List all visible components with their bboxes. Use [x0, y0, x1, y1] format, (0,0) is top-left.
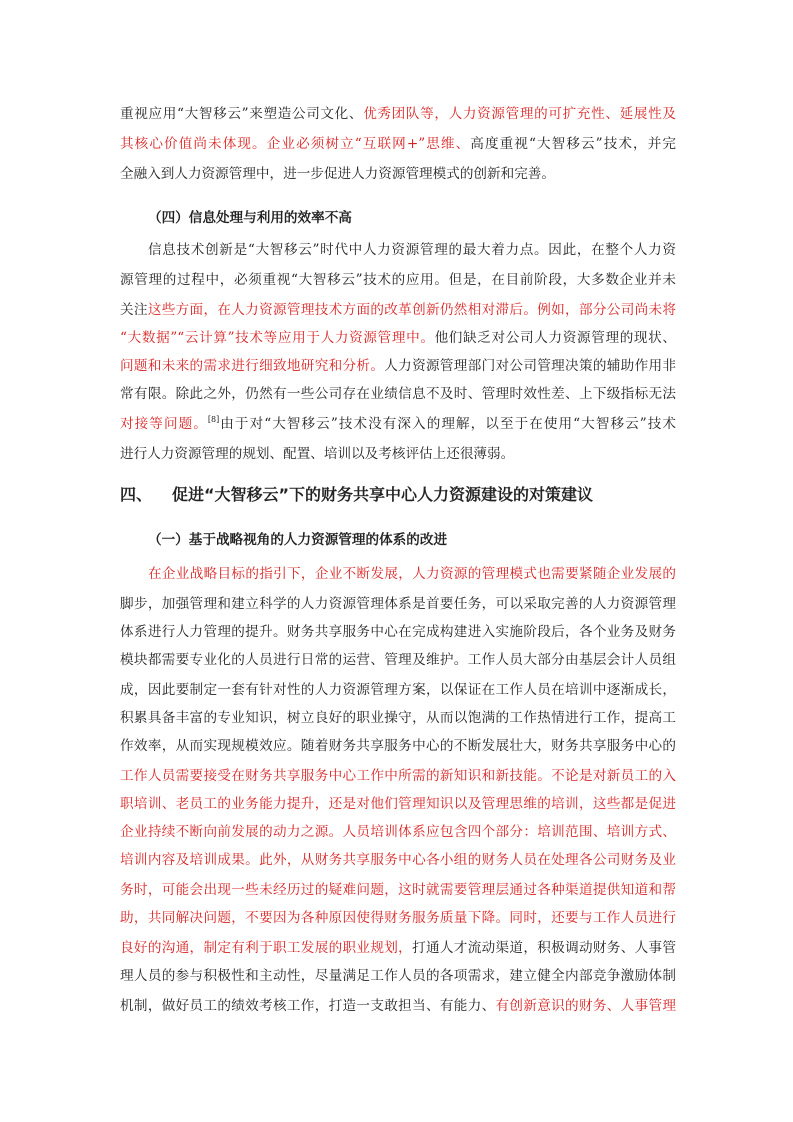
- text-run: 源管理的过程中，必须重视“大智移云”技术的应用。但是，在目前阶段，大多数企业并未: [120, 272, 676, 288]
- section-heading: [120, 484, 593, 506]
- highlighted-text-run: 对接等问题。: [120, 416, 208, 432]
- highlighted-text-run: 在企业战略目标的指引下，企业不断发展，人力资源的管理模式也需要紧随企业发展的: [148, 566, 676, 582]
- paragraph-line: [120, 622, 676, 642]
- paragraph-line: [120, 680, 676, 700]
- subsection-heading: （一）基于战略视角的人力资源管理的体系的改进: [148, 532, 448, 548]
- paragraph-line: [120, 594, 676, 614]
- highlighted-text-run: 有创新意识的财务、人事管理: [495, 998, 677, 1014]
- paragraph-line: [120, 880, 676, 900]
- text-run: 全融入到人力资源管理中，进一步促进人力资源管理模式的创新和完善。: [120, 166, 555, 182]
- text-run: 人力资源管理部门对公司管理决策的辅助作用非: [384, 358, 676, 374]
- paragraph-line: [120, 996, 676, 1016]
- highlighted-text-run: 其核心价值尚未体现。企业必须树立“互联网+”思维、: [120, 136, 471, 152]
- text-run: 他们缺乏对公司人力资源管理的现状、: [434, 330, 677, 346]
- paragraph-line: [120, 966, 676, 986]
- paragraph-line: [120, 822, 676, 842]
- text-run: 重视应用“大智移云”来塑造公司文化、: [120, 106, 364, 122]
- text-run: 理人员的参与积极性和主动性，尽量满足工作人员的各项需求，建立健全内部竞争激励体制: [120, 968, 676, 984]
- text-run: 关注: [120, 302, 148, 318]
- highlighted-text-run: 助，共同解决问题，不要因为各种原因使得财务服务质量下降。同时，还要与工作人员进行: [120, 910, 676, 926]
- text-run: 机制，做好员工的绩效考核工作，打造一支敢担当、有能力、: [120, 998, 496, 1014]
- section-title: 促进“大智移云”下的财务共享中心人力资源建设的对策建议: [172, 485, 594, 504]
- paragraph-line: [120, 384, 676, 404]
- paragraph-line: [120, 328, 676, 348]
- highlighted-text-run: 问题和未来的需求进行细致地研究和分析。: [120, 358, 385, 374]
- paragraph-line: [120, 708, 676, 728]
- text-run: 常有限。除此之外，仍然有一些公司存在业绩信息不及时、管理时效性差、上下级指标无法: [120, 386, 676, 402]
- text-run: 高度重视“大智移云”技术，并完: [470, 136, 676, 152]
- highlighted-text-run: 职培训、老员工的业务能力提升，还是对他们管理知识以及管理思维的培训，这些都是促进: [120, 796, 676, 812]
- text-run: 模块都需要专业化的人员进行日常的运营、管理及维护。工作人员大部分由基层会计人员组: [120, 652, 676, 668]
- text-run: 打通人才流动渠道，积极调动财务、人事管: [412, 940, 677, 956]
- paragraph-line: [120, 736, 676, 756]
- highlighted-text-run: 培训内容及培训成果。此外，从财务共享服务中心各小组的财务人员在处理各公司财务及业: [120, 852, 676, 868]
- paragraph-line: [120, 104, 676, 124]
- paragraph-line: [120, 356, 676, 376]
- text-run: 由于对“大智移云”技术没有深入的理解，以至于在使用“大智移云”技术: [219, 416, 677, 432]
- text-run: 脚步，加强管理和建立科学的人力资源管理体系是首要任务，可以采取完善的人力资源管理: [120, 596, 676, 612]
- paragraph-line: [120, 794, 676, 814]
- highlighted-text-run: 这些方面，在人力资源管理技术方面的改革创新仍然相对滞后。例如，部分公司尚未将: [147, 302, 677, 318]
- paragraph-line: [148, 240, 676, 260]
- text-run: 成，因此要制定一套有针对性的人力资源管理方案，以保证在工作人员在培训中逐渐成长，: [120, 682, 676, 698]
- paragraph-line: [120, 300, 676, 320]
- highlighted-text-run: 务时，可能会出现一些未经历过的疑难问题，这时就需要管理层通过各种渠道提供知道和帮: [120, 882, 676, 898]
- paragraph-line: [120, 164, 676, 184]
- citation-ref: [8]: [207, 415, 220, 424]
- highlighted-text-run: 企业持续不断向前发展的动力之源。人员培训体系应包含四个部分：培训范围、培训方式、: [120, 824, 676, 840]
- text-run: 作效率，从而实现规模效应。随着财务共享服务中心的不断发展壮大，财务共享服务中心的: [120, 738, 676, 754]
- paragraph-line: [120, 908, 676, 928]
- paragraph-line: [120, 270, 676, 290]
- text-run: 进行人力资源管理的规划、配置、培训以及考核评估上还很薄弱。: [120, 446, 515, 462]
- subsection-heading: （四）信息处理与利用的效率不高: [148, 210, 352, 226]
- paragraph-line: [120, 938, 676, 958]
- text-run: 积累具备丰富的专业知识，树立良好的职业操守，从而以饱满的工作热情进行工作，提高工: [120, 710, 676, 726]
- paragraph-line: [120, 650, 676, 670]
- highlighted-text-run: “大数据”“云计算”技术等应用于人力资源管理中。: [120, 330, 435, 346]
- paragraph-line: [120, 414, 676, 434]
- paragraph-line: [120, 850, 676, 870]
- text-run: 体系进行人力管理的提升。财务共享服务中心在完成构建进入实施阶段后，各个业务及财务: [120, 624, 676, 640]
- highlighted-text-run: 良好的沟通，制定有利于职工发展的职业规划，: [120, 940, 413, 956]
- paragraph-line: [120, 134, 676, 154]
- paragraph-line: [120, 766, 676, 786]
- highlighted-text-run: 工作人员需要接受在财务共享服务中心工作中所需的新知识和新技能。不论是对新员工的入: [120, 768, 676, 784]
- text-run: 信息技术创新是“大智移云”时代中人力资源管理的最大着力点。因此，在整个人力资: [148, 242, 676, 258]
- paragraph-line: [120, 444, 676, 464]
- section-number: 四、: [120, 485, 153, 504]
- paragraph-line: [148, 564, 676, 584]
- highlighted-text-run: 优秀团队等，人力资源管理的可扩充性、延展性及: [363, 106, 676, 122]
